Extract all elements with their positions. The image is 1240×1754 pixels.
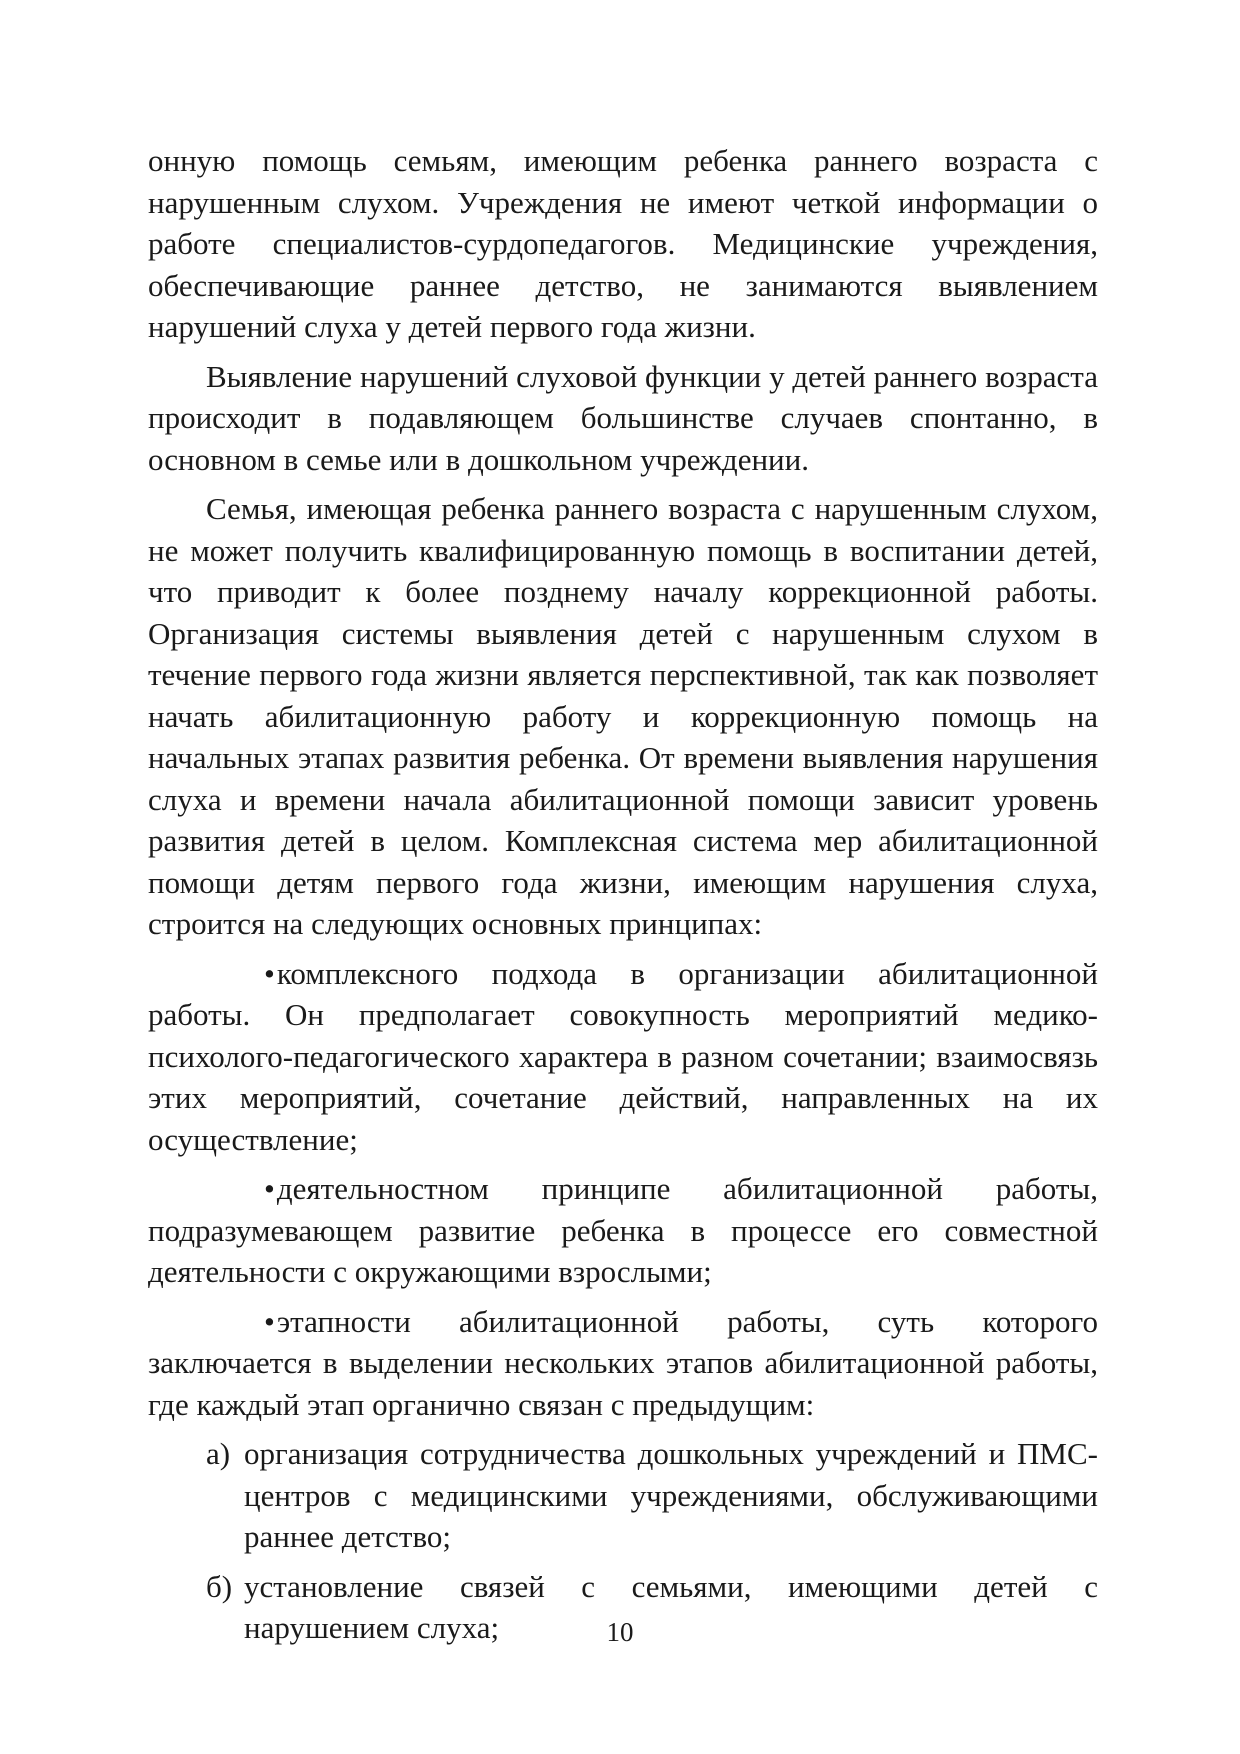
bullet-item bbox=[148, 1301, 1098, 1426]
paragraph-detection: Выявление нарушений слуховой функции у детей раннего возраста происходит в подавляющем большинстве случаев спонтанно, в основном в семье или в дошкольном учреждении. bbox=[148, 358, 1098, 477]
bullet-text: этапности абилитационной работы, суть которого заключается в выделении нескольких этапов абилитационной работы, где каждый этап органично связан с предыдущим: bbox=[148, 1303, 1098, 1422]
list-item-text: установление связей с семьями, имеющими детей с нарушением слуха; bbox=[244, 1568, 1098, 1645]
bullet-text: комплексного подхода в организации абилитационной работы. Он предполагает совокупность мероприятий медико-психолого-педагогического характера в разном сочетании; взаимосвязь этих мероприятий, сочетание действий, направленных на их осуществление; bbox=[148, 955, 1098, 1157]
list-item bbox=[148, 1433, 1098, 1558]
bullet-text: деятельностном принципе абилитационной работы, подразумевающем развитие ребенка в процессе его совместной деятельности с окружающими взрослыми; bbox=[148, 1171, 1098, 1289]
bullet-item bbox=[148, 953, 1098, 1161]
document-page bbox=[148, 140, 1098, 1657]
list-item-text: организация сотрудничества дошкольных учреждений и ПМС-центров с медицинскими учреждениями, обслуживающими раннее детство; bbox=[244, 1436, 1098, 1554]
list-marker: б) bbox=[206, 1568, 233, 1604]
bullet-item bbox=[148, 1168, 1098, 1293]
bullet-icon: • bbox=[264, 1303, 275, 1339]
paragraph-family: Семья, имеющая ребенка раннего возраста с нарушенным слухом, не может получить квалифицированную помощь в воспитании детей, что приводит к более позднему началу коррекционной работы. Организация системы выявления детей с нарушенным слухом в течение первого года жизни является перспективной, так как позволяет начать абилитационную работу и коррекционную помощь на начальных этапах развития ребенка. От времени выявления нарушения слуха и времени начала абилитационной помощи зависит уровень развития детей в целом. Комплексная система мер абилитационной помощи детям первого года жизни, имеющим нарушения слуха, строится на следующих основных принципах: bbox=[148, 491, 1098, 941]
paragraph-intro: онную помощь семьям, имеющим ребенка раннего возраста с нарушенным слухом. Учреждения не имеют четкой информации о работе специалистов-сурдопедагогов. Медицинские учреждения, обеспечивающие раннее детство, не занимаются выявлением нарушений слуха у детей первого года жизни. bbox=[148, 143, 1098, 344]
page-number: 10 bbox=[606, 1617, 634, 1647]
bullet-icon: • bbox=[264, 955, 275, 991]
list-marker: а) bbox=[206, 1436, 231, 1471]
bullet-icon: • bbox=[264, 1171, 275, 1206]
